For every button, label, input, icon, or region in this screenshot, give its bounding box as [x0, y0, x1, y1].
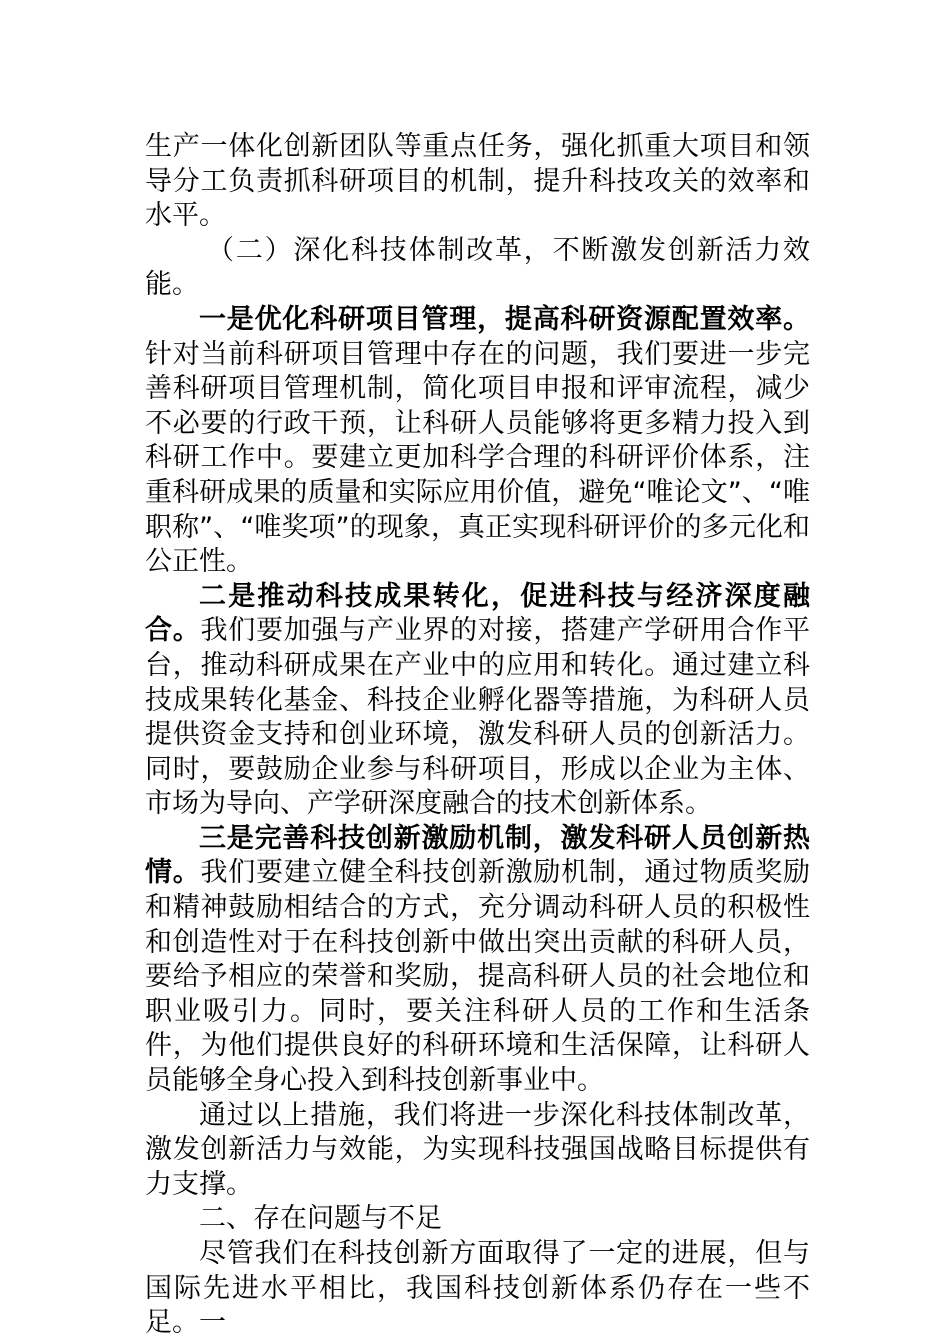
subheading-deepen-reform: （二）深化科技体制改革，不断激发创新活力效能。: [145, 234, 810, 301]
item-3-lead: 三是完善科技创新激励机制，激发科研人员创新热情。: [145, 822, 810, 889]
item-2-lead: 二是推动科技成果转化，促进科技与经济深度融合。: [145, 580, 810, 647]
item-2-body: 我们要加强与产业界的对接，搭建产学研用合作平台，推动科研成果在产业中的应用和转化。通过建立科技成果转化基金、科技企业孵化器等措施，为科研人员提供资金支持和创业环境，激发科研人员的创新活力。同时，要鼓励企业参与科研项目，形成以企业为主体、市场为导向、产学研深度融合的技术创新体系。: [145, 615, 811, 820]
item-3-body: 我们要建立健全科技创新激励机制，通过物质奖励和精神鼓励相结合的方式，充分调动科研人员的积极性和创造性对于在科技创新中做出突出贡献的科研人员，要给予相应的荣誉和奖励，提高科研人员的社会地位和职业吸引力。同时，要关注科研人员的工作和生活条件，为他们提供良好的科研环境和生活保障，让科研人员能够全身心投入到科技创新事业中。: [145, 857, 811, 1097]
section-title-problems: 二、存在问题与不足: [199, 1203, 442, 1235]
paragraph-item-2: [145, 580, 810, 822]
item-1-body: 针对当前科研项目管理中存在的问题，我们要进一步完善科研项目管理机制，简化项目申报和评审流程，减少不必要的行政干预，让科研人员能够将更多精力投入到科研工作中。要建立更加科学合理的科研评价体系，注重科研成果的质量和实际应用价值，避免“唯论文”、“唯职称”、“唯奖项”的现象，真正实现科研评价的多元化和公正性。: [145, 338, 810, 578]
paragraph-problems: 尽管我们在科技创新方面取得了一定的进展，但与国际先进水平相比，我国科技创新体系仍存在一些不足。一: [145, 1238, 810, 1339]
paragraph-item-3: [145, 822, 810, 1099]
paragraph-summary: 通过以上措施，我们将进一步深化科技体制改革，激发创新活力与效能，为实现科技强国战略目标提供有力支撑。: [145, 1099, 810, 1200]
paragraph-intro: 生产一体化创新团队等重点任务，强化抓重大项目和领导分工负责抓科研项目的机制，提升科技攻关的效率和水平。: [145, 131, 810, 232]
paragraph-item-1: [145, 303, 810, 580]
item-1-lead: 一是优化科研项目管理，提高科研资源配置效率。: [199, 303, 810, 335]
document-body: [145, 130, 810, 1341]
